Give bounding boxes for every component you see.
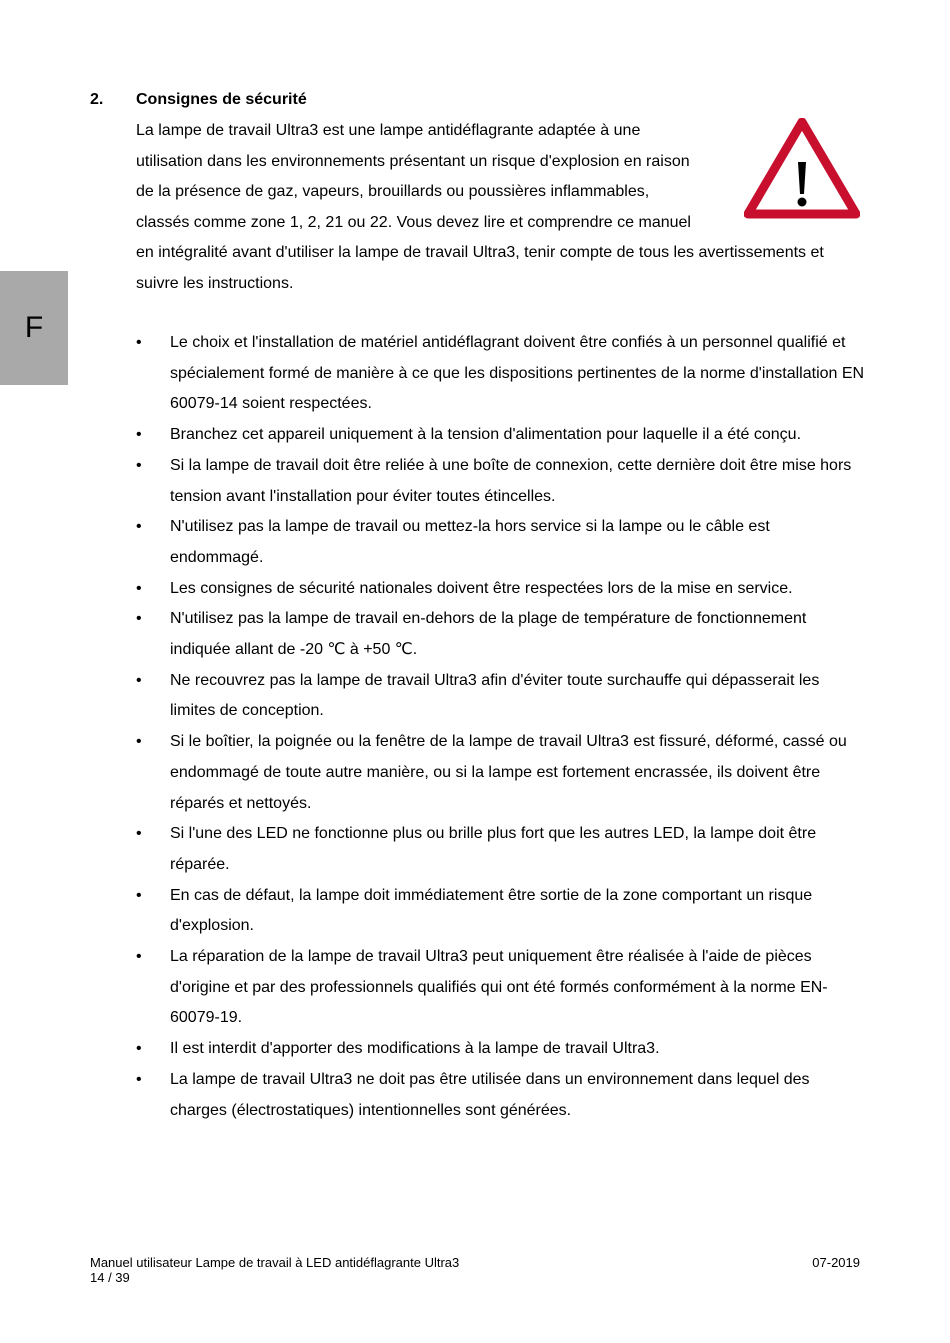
intro-paragraph xyxy=(136,116,866,299)
intro-text: La lampe de travail Ultra3 est une lampe antidéflagrante adaptée à une utilisation dans les environnements présentant un risque d'explosion en raison de la présence de gaz, vapeurs, brouillards ou poussières inflammables, classés comme zone 1, 2, 21 ou 22. Vous devez lire et comprendre ce manuel en intégralité avant d'utiliser la lampe de travail Ultra3, tenir compte de tous les avertissements et suivre les instructions. xyxy=(136,122,824,292)
section-title: Consignes de sécurité xyxy=(136,91,307,108)
list-item-text: La réparation de la lampe de travail Ultra3 peut uniquement être réalisée à l'aide de pièces d'origine et par des professionnels qualifiés qui ont été formés conformément à la norme EN-60079-19. xyxy=(170,948,828,1027)
list-item xyxy=(136,942,866,1034)
bullet-icon: • xyxy=(136,426,142,444)
language-tab xyxy=(0,271,68,385)
list-item xyxy=(136,420,866,451)
bullet-icon: • xyxy=(136,456,142,474)
bullet-icon: • xyxy=(136,886,142,904)
page-footer xyxy=(90,1255,860,1285)
bullet-icon: • xyxy=(136,579,142,597)
intro-float-spacer xyxy=(696,116,866,234)
list-item-text: Les consignes de sécurité nationales doivent être respectées lors de la mise en service. xyxy=(170,579,793,597)
list-item-text: Si le boîtier, la poignée ou la fenêtre de la lampe de travail Ultra3 est fissuré, déformé, cassé ou endommagé de toute autre manière, ou si la lampe est fortement encrassée, ils doivent être réparés et nettoyés. xyxy=(170,733,847,812)
list-item xyxy=(136,328,866,420)
list-item-text: N'utilisez pas la lampe de travail ou mettez-la hors service si la lampe ou le câble est endommagé. xyxy=(170,518,770,566)
bullet-icon: • xyxy=(136,518,142,536)
list-item xyxy=(136,1065,866,1126)
section-number: 2. xyxy=(90,91,104,108)
list-item xyxy=(136,881,866,942)
bullet-icon: • xyxy=(136,825,142,843)
list-item xyxy=(136,727,866,819)
list-item-text: Le choix et l'installation de matériel antidéflagrant doivent être confiés à un personnel qualifié et spécialement formé de manière à ce que les dispositions pertinentes de la norme d'installation EN 60079-14 soient respectées. xyxy=(170,334,865,413)
list-item xyxy=(136,666,866,727)
footer-page-number: 14 / 39 xyxy=(90,1270,130,1285)
list-item xyxy=(136,512,866,573)
list-item xyxy=(136,1034,866,1065)
list-item xyxy=(136,451,866,512)
bullet-icon: • xyxy=(136,610,142,628)
list-item xyxy=(136,819,866,880)
language-tab-label: F xyxy=(24,311,44,344)
bullet-icon: • xyxy=(136,1070,142,1088)
safety-instructions-list xyxy=(136,328,866,1126)
bullet-icon: • xyxy=(136,733,142,751)
list-item xyxy=(136,574,866,605)
bullet-icon: • xyxy=(136,1040,142,1058)
list-item-text: N'utilisez pas la lampe de travail en-dehors de la plage de température de fonctionnement indiquée allant de -20 ℃ à +50 ℃. xyxy=(170,610,807,659)
footer-date: 07-2019 xyxy=(812,1255,860,1270)
footer-document-title: Manuel utilisateur Lampe de travail à LED antidéflagrante Ultra3 xyxy=(90,1255,460,1270)
footer-top-row xyxy=(90,1255,860,1270)
list-item-text: Il est interdit d'apporter des modifications à la lampe de travail Ultra3. xyxy=(170,1040,660,1058)
list-item-text: Ne recouvrez pas la lampe de travail Ultra3 afin d'éviter toute surchauffe qui dépasserait les limites de conception. xyxy=(170,671,820,720)
list-item-text: Si l'une des LED ne fonctionne plus ou brille plus fort que les autres LED, la lampe doit être réparée. xyxy=(170,825,817,873)
list-item-text: La lampe de travail Ultra3 ne doit pas être utilisée dans un environnement dans lequel des charges (électrostatiques) intentionnelles sont générées. xyxy=(170,1070,810,1119)
list-item-text: Si la lampe de travail doit être reliée à une boîte de connexion, cette dernière doit être mise hors tension avant l'installation pour éviter toutes étincelles. xyxy=(170,456,852,505)
bullet-icon: • xyxy=(136,671,142,689)
list-item xyxy=(136,604,866,665)
list-item-text: Branchez cet appareil uniquement à la tension d'alimentation pour laquelle il a été conçu. xyxy=(170,426,802,444)
bullet-icon: • xyxy=(136,948,142,966)
bullet-icon: • xyxy=(136,334,142,351)
list-item-text: En cas de défaut, la lampe doit immédiatement être sortie de la zone comportant un risque d'explosion. xyxy=(170,886,813,935)
